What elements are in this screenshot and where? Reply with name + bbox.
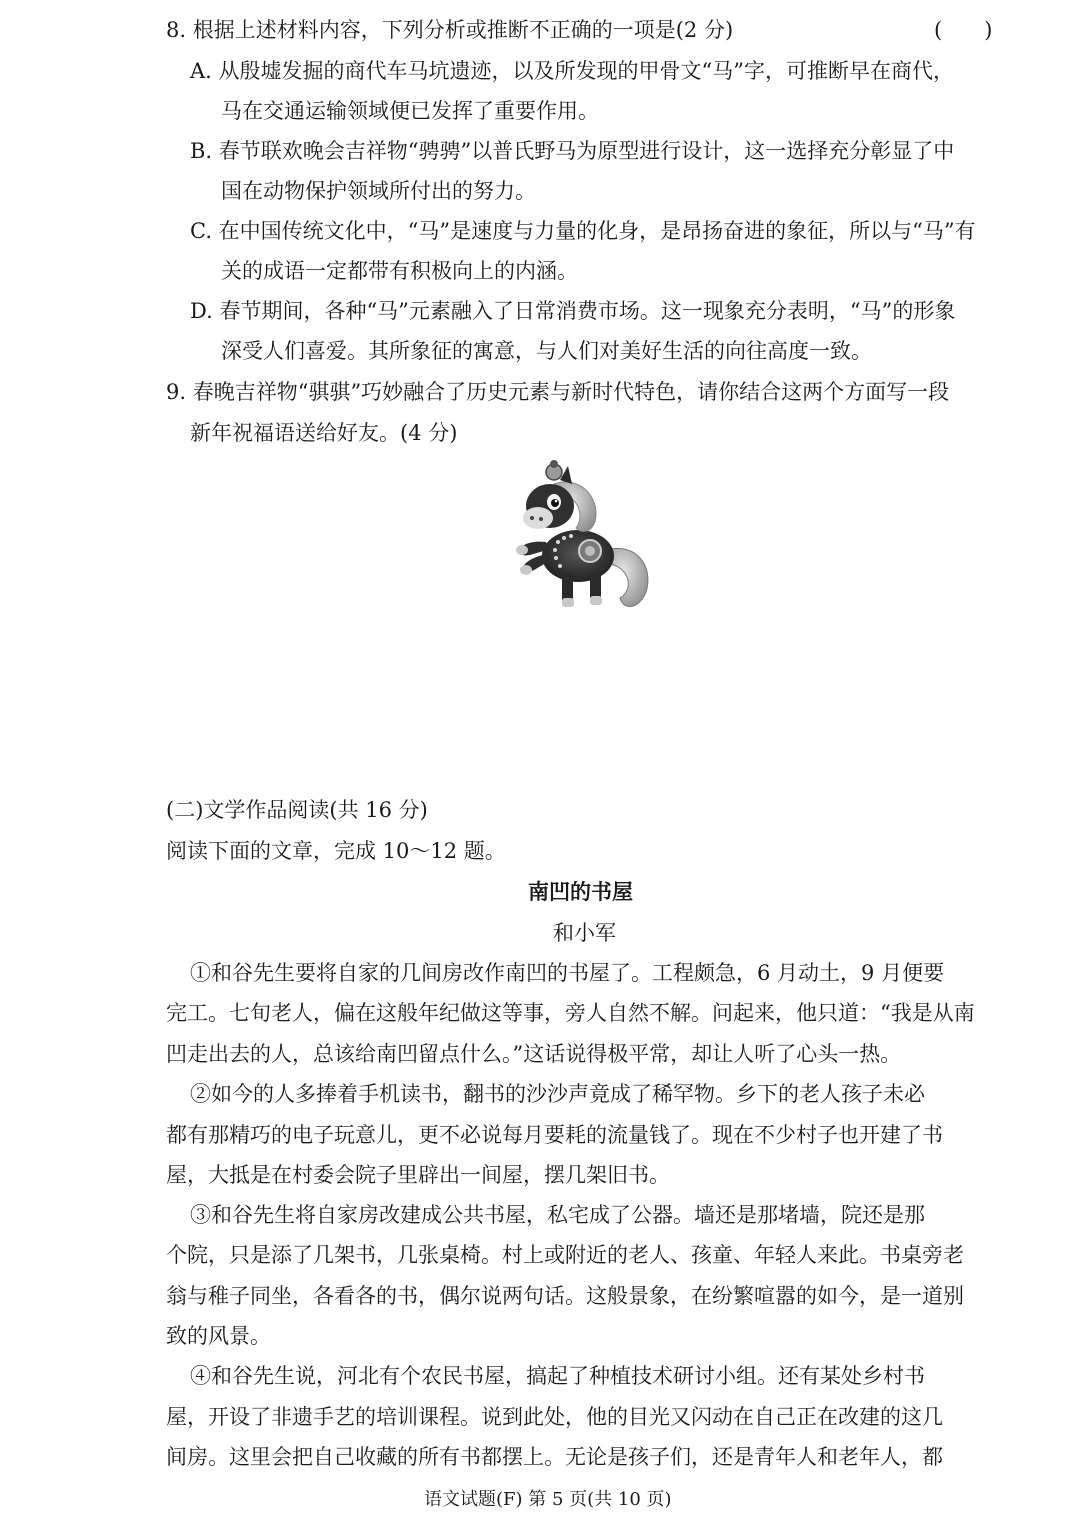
article-line: 凹走出去的人，总该给南凹留点什么。”这话说得极平常，却让人听了心头一热。 [166, 1042, 902, 1066]
q8-stem: 8. 根据上述材料内容，下列分析或推断不正确的一项是(2 分) [166, 18, 734, 42]
article-line: ③和谷先生将自家房改建成公共书屋，私宅成了公器。墙还是那堵墙，院还是那 [190, 1203, 925, 1227]
q8-option-c-line2: 关的成语一定都带有积极向上的内涵。 [221, 259, 578, 283]
article-line: 个院，只是添了几架书，几张桌椅。村上或附近的老人、孩童、年轻人来此。书桌旁老 [166, 1243, 964, 1267]
answer-bracket: ( ) [934, 18, 993, 42]
page-footer: 语文试题(F) 第 5 页(共 10 页) [424, 1489, 672, 1510]
q8-option-a-line1: A. 从殷墟发掘的商代车马坑遗迹，以及所发现的甲骨文“马”字，可推断早在商代， [190, 59, 954, 83]
section-instruction: 阅读下面的文章，完成 10～12 题。 [166, 839, 506, 863]
article-title: 南凹的书屋 [528, 880, 633, 904]
article-line: 致的风景。 [166, 1324, 271, 1348]
article-line: 完工。七旬老人，偏在这般年纪做这等事，旁人自然不解。问起来，他只道：“我是从南 [166, 1001, 975, 1025]
article-line: 屋，开设了非遗手艺的培训课程。说到此处，他的目光又闪动在自己正在改建的这几 [166, 1405, 943, 1429]
article-line: ④和谷先生说，河北有个农民书屋，搞起了种植技术研讨小组。还有某处乡村书 [190, 1364, 925, 1388]
q8-option-d-line2: 深受人们喜爱。其所象征的寓意，与人们对美好生活的向往高度一致。 [221, 339, 872, 363]
section-heading: (二)文学作品阅读(共 16 分) [166, 798, 428, 822]
q8-option-b-line1: B. 春节联欢晚会吉祥物“骋骋”以普氏野马为原型进行设计，这一选择充分彰显了中 [190, 139, 955, 163]
article-line: 翁与稚子同坐，各看各的书，偶尔说两句话。这般景象，在纷繁喧嚣的如今，是一道别 [166, 1284, 964, 1308]
q8-option-d-line1: D. 春节期间，各种“马”元素融入了日常消费市场。这一现象充分表明，“马”的形象 [190, 299, 956, 323]
q8-option-a-line2: 马在交通运输领域便已发挥了重要作用。 [221, 99, 599, 123]
q8-option-c-line1: C. 在中国传统文化中，“马”是速度与力量的化身，是昂扬奋进的象征，所以与“马”有 [190, 219, 976, 243]
horse-mascot-image [510, 458, 656, 618]
article-author: 和小军 [553, 921, 616, 945]
article-line: 屋，大抵是在村委会院子里辟出一间屋，摆几架旧书。 [166, 1163, 670, 1187]
article-line: 间房。这里会把自己收藏的所有书都摆上。无论是孩子们，还是青年人和老年人，都 [166, 1445, 943, 1469]
q8-option-b-line2: 国在动物保护领域所付出的努力。 [221, 179, 536, 203]
q9-line2: 新年祝福语送给好友。(4 分) [190, 421, 458, 445]
article-line: 都有那精巧的电子玩意儿，更不必说每月要耗的流量钱了。现在不少村子也开建了书 [166, 1123, 943, 1147]
article-line: ①和谷先生要将自家的几间房改作南凹的书屋了。工程颇急，6 月动土，9 月便要 [190, 961, 945, 985]
q9-line1: 9. 春晚吉祥物“骐骐”巧妙融合了历史元素与新时代特色，请你结合这两个方面写一段 [166, 380, 950, 404]
article-line: ②如今的人多捧着手机读书，翻书的沙沙声竟成了稀罕物。乡下的老人孩子未必 [190, 1082, 925, 1106]
